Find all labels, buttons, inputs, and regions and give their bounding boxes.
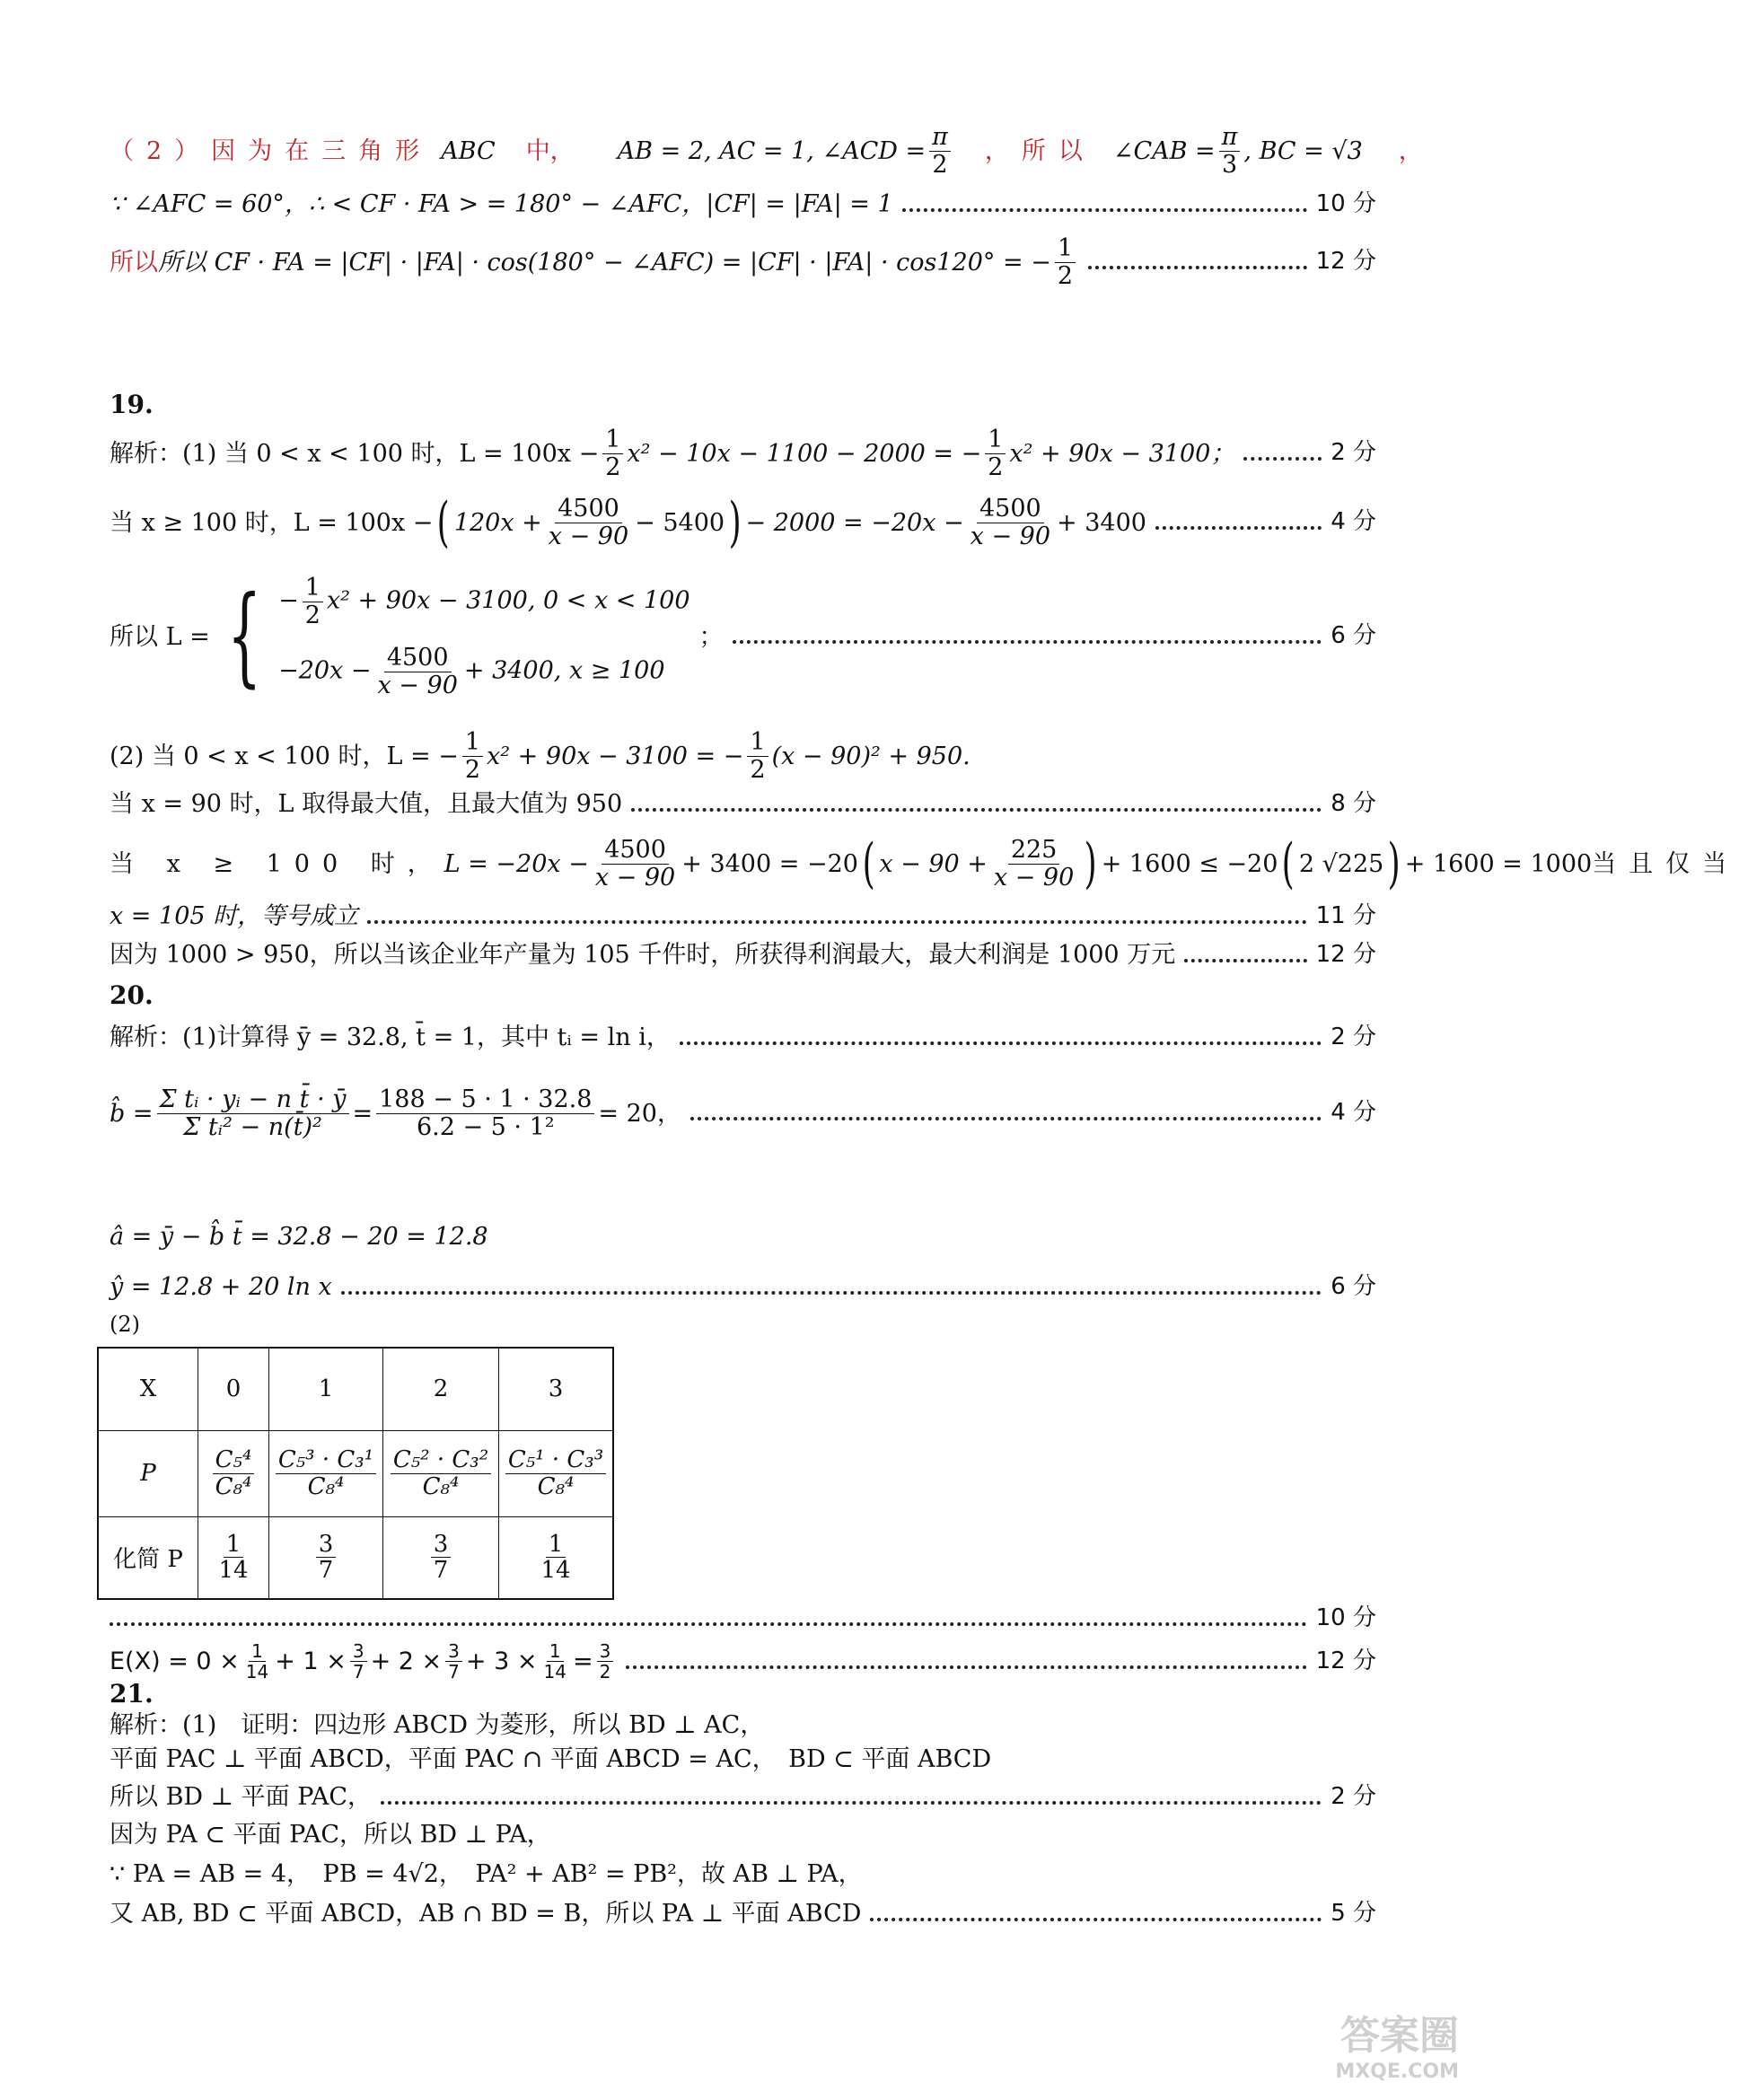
table-row-label: 化简 P — [98, 1516, 198, 1599]
table-header: X — [98, 1348, 198, 1430]
table-cell: $\frac{\text{C₅⁴}}{\text{C₈⁴}}$ — [198, 1430, 269, 1516]
q20-line3: â = ȳ − b̂ t̄ = 32.8 − 20 = 12.8 — [110, 1223, 488, 1251]
q20-line1: 解析：(1)计算得 ȳ = 32.8, t̄ = 1，其中 tᵢ = ln i， 2 分 — [110, 1023, 1376, 1051]
question-number-19: 19. — [110, 390, 154, 419]
q20-line5: (2) — [110, 1312, 140, 1337]
q21-line3: 所以 BD ⊥ 平面 PAC， 2 分 — [110, 1782, 1376, 1811]
s18-line2: ∵ ∠AFC = 60°，∴ < CF · FA > = 180° − ∠AFC，|CF| = |FA| = 1 10 分 — [110, 189, 1376, 218]
q19-line3-piecewise: 所以 L = { − $\frac{1}{2}$ x² + 90x − 3100, 0 < x < 100 −20x − $\frac{4500}{x - 90}$ + 3400, x ≥ 100 ； 6 分 — [110, 574, 1376, 700]
q19-line5: 当 x = 90 时，L 取得最大值，且最大值为 950 8 分 — [110, 789, 1376, 818]
s18-line3: 所以 所以 CF · FA = |CF| · |FA| · cos(180° − ∠AFC) = |CF| · |FA| · cos120° = − $\frac{1}{2}$ 12 分 — [110, 234, 1376, 290]
table-cell: $\frac{\text{C₅² · C₃²}}{\text{C₈⁴}}$ — [383, 1430, 499, 1516]
q19-line6: 当 x ≥ 100 时， L = −20x − $\frac{4500}{x - 90}$ + 3400 = −20 ( x − 90 + $\frac{225}{x - 90}$ ) + 1600 ≤ −20 ( 2 √225 ) + 1600 = 1000 当且仅当 — [110, 832, 1739, 896]
frac-pi-3: $\frac{\pi}{3}$ — [1219, 124, 1241, 178]
question-number-20: 20. — [110, 980, 154, 1010]
table-cell: $\frac{3}{7}$ — [383, 1516, 499, 1599]
q19-line7: x = 105 时，等号成立 11 分 — [110, 901, 1376, 930]
q21-line2: 平面 PAC ⊥ 平面 ABCD，平面 PAC ∩ 平面 ABCD = AC， BD ⊂ 平面 ABCD — [110, 1745, 992, 1773]
q19-line2: 当 x ≥ 100 时，L = 100x − ( 120x + $\frac{4500}{x - 90}$ − 5400 ) − 2000 = −20x − $\frac{4500}{x - 90}$ + 3400 4 分 — [110, 491, 1376, 555]
table-cell: $\frac{1}{14}$ — [499, 1516, 614, 1599]
watermark-logo: 答案圈 MXQE.COM — [1335, 2013, 1459, 2083]
leader-dots — [902, 208, 1307, 212]
table-cell: $\frac{3}{7}$ — [269, 1516, 383, 1599]
table-cell: $\frac{\text{C₅³ · C₃¹}}{\text{C₈⁴}}$ — [269, 1430, 383, 1516]
table-cell: $\frac{\text{C₅¹ · C₃³}}{\text{C₈⁴}}$ — [499, 1430, 614, 1516]
q20-line4: ŷ = 12.8 + 20 ln x 6 分 — [110, 1272, 1376, 1301]
question-number-21: 21. — [110, 1679, 154, 1709]
q21-line5: ∵ PA = AB = 4， PB = 4√2， PA² + AB² = PB²，故 AB ⊥ PA， — [110, 1860, 863, 1888]
table-header: 3 — [499, 1348, 614, 1430]
table-row-label: P — [98, 1430, 198, 1516]
q20-table-score: 10 分 — [110, 1605, 1376, 1632]
s18-line1: （2）因为在三角形 ABC 中， AB = 2, AC = 1, ∠ACD = $\frac{\pi}{2}$ ，所以 ∠CAB = $\frac{\pi}{3}$ , BC = √3 ， — [110, 123, 1423, 179]
q19-line4: (2) 当 0 < x < 100 时，L = − $\frac{1}{2}$ x² + 90x − 3100 = − $\frac{1}{2}$ (x − 90)² + 950. — [110, 728, 971, 784]
q21-line1: 解析：(1) 证明：四边形 ABCD 为菱形，所以 BD ⊥ AC， — [110, 1711, 765, 1739]
q21-line4: 因为 PA ⊂ 平面 PAC，所以 BD ⊥ PA， — [110, 1821, 551, 1849]
table-cell: $\frac{1}{14}$ — [198, 1516, 269, 1599]
table-header: 1 — [269, 1348, 383, 1430]
q21-line6: 又 AB, BD ⊂ 平面 ABCD，AB ∩ BD = B，所以 PA ⊥ 平面 ABCD 5 分 — [110, 1899, 1376, 1928]
q19-line1: 解析：(1) 当 0 < x < 100 时，L = 100x − $\frac{1}{2}$ x² − 10x − 1100 − 2000 = − $\frac{1}{2}$ x² + 90x − 3100； 2 分 — [110, 426, 1376, 481]
table-header: 0 — [198, 1348, 269, 1430]
q19-line8: 因为 1000 > 950，所以当该企业年产量为 105 千件时，所获得利润最大，最大利润是 1000 万元 12 分 — [110, 940, 1376, 969]
frac-pi-2: $\frac{\pi}{2}$ — [929, 124, 951, 178]
q20-line2: b̂ = $\frac{\text{Σ tᵢ · yᵢ − n t̄ · ȳ}}{\text{Σ tᵢ² − n(t̄)²}}$ = $\frac{188 - 5 \cdot 1 \cdot 32.8}{\text{6.2 − 5 · 1²}}$ = 20， 4 分 — [110, 1085, 1376, 1141]
q20-expectation: E(X) = 0 × $\frac{1}{14}$ + 1 × $\frac{3}{7}$ + 2 × $\frac{3}{7}$ + 3 × $\frac{1}{14}$ = $\frac{3}{2}$ 12 分 — [110, 1640, 1376, 1683]
distribution-table — [97, 1347, 614, 1600]
s18-label: （2）因为在三角形 — [110, 136, 433, 165]
score: 10 分 — [1315, 189, 1376, 217]
table-header: 2 — [383, 1348, 499, 1430]
